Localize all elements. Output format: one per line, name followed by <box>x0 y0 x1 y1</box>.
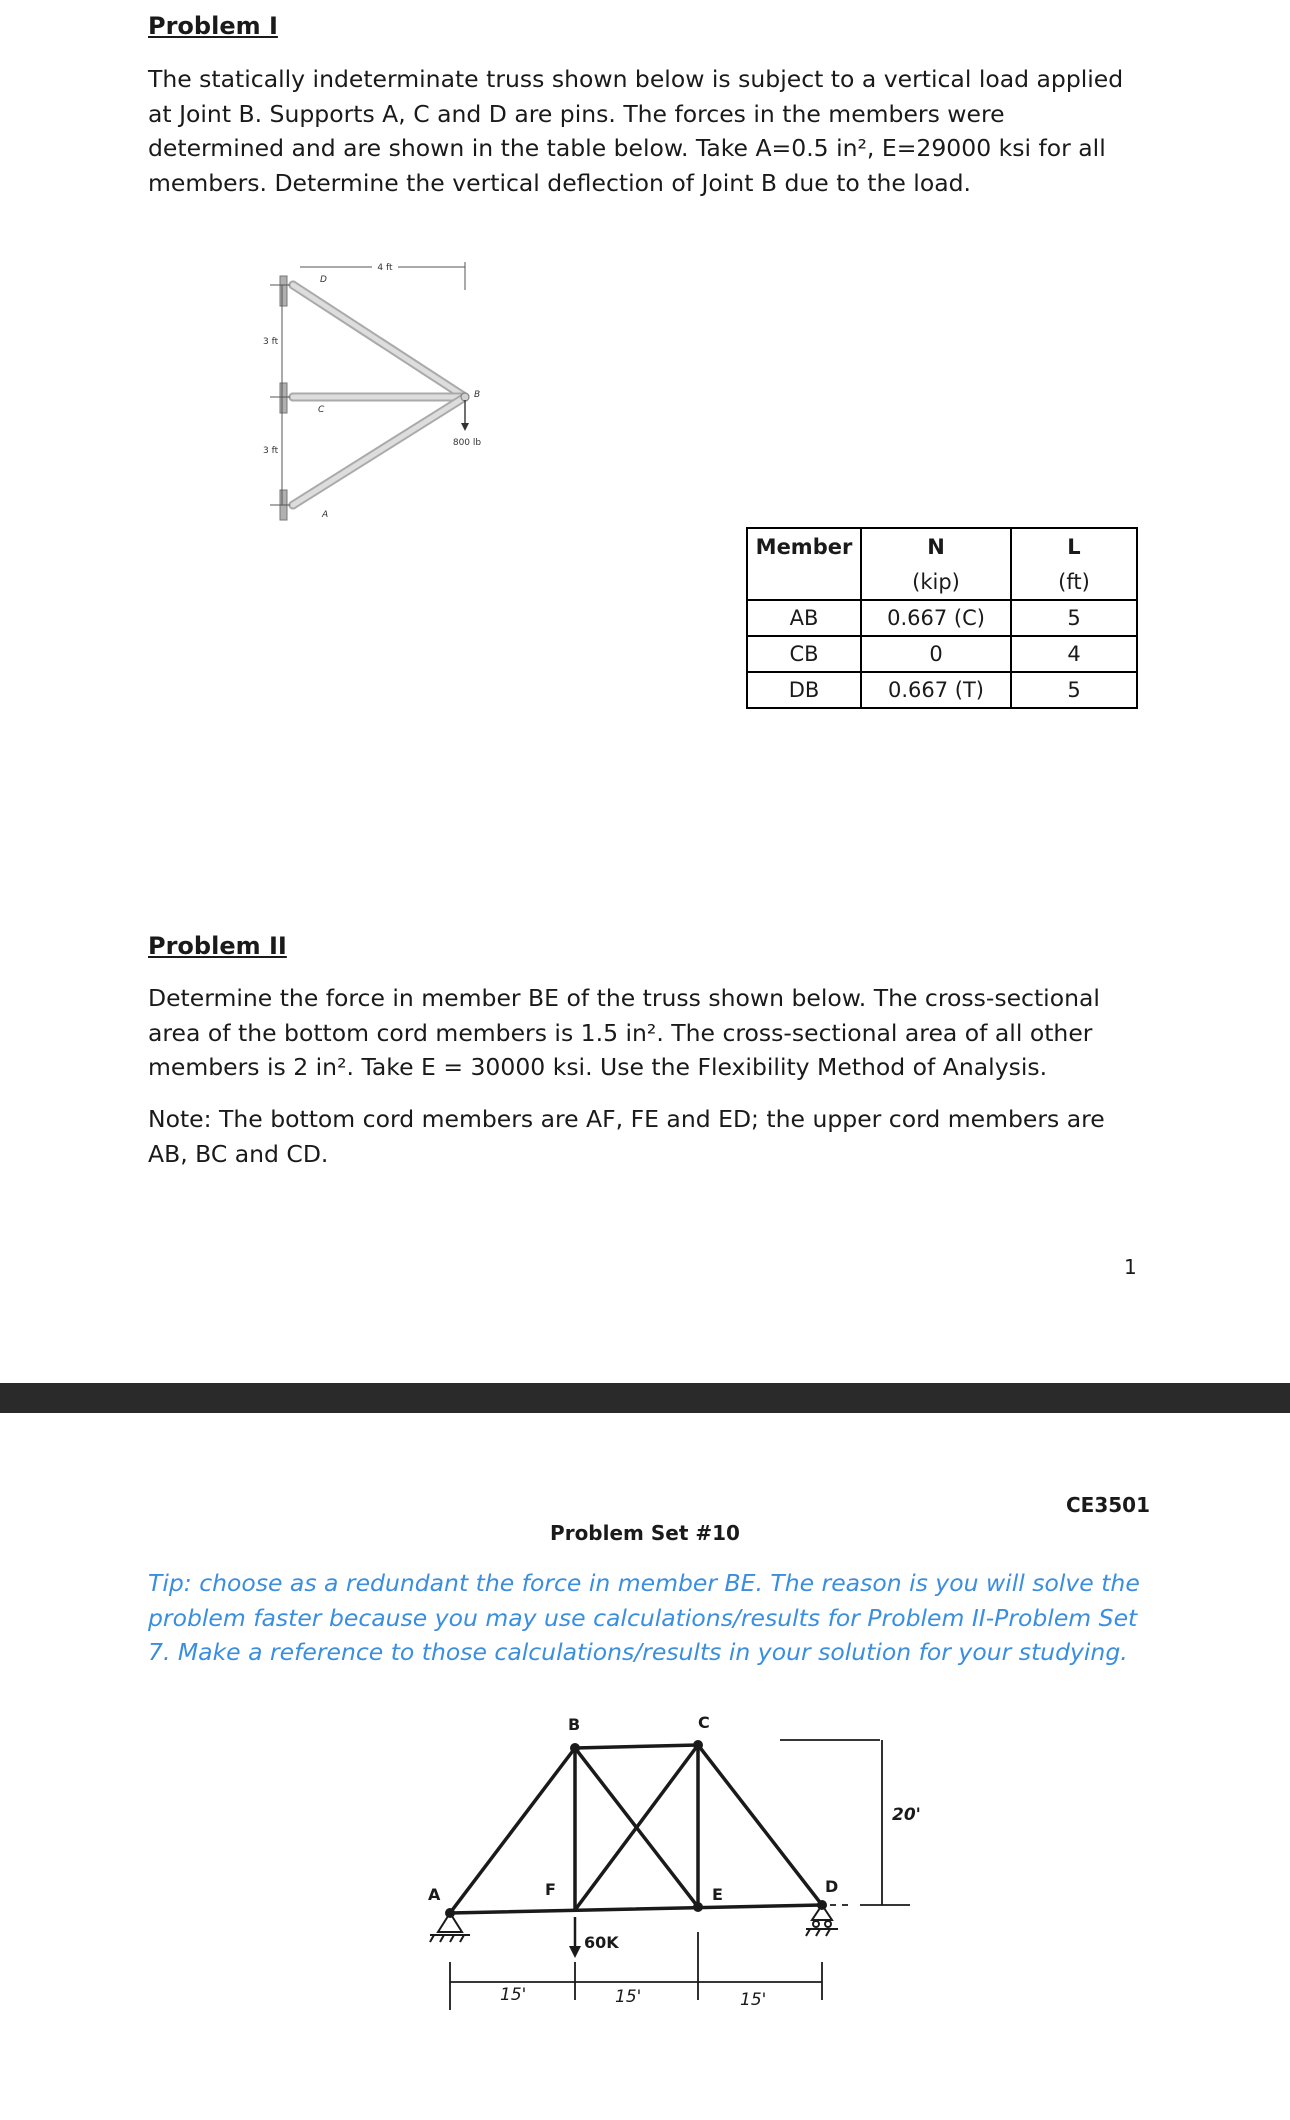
load-60k-label: 60K <box>584 1933 619 1952</box>
problem-2-note: Note: The bottom cord members are AF, FE and ED; the upper cord members are AB, BC and CD. <box>148 1105 1105 1168</box>
joint-c-label: C <box>698 1713 710 1732</box>
unit-n: (kip) <box>861 565 1011 600</box>
header-member: Member <box>747 528 861 565</box>
table-row <box>747 672 1137 708</box>
joint-b-label: B <box>568 1715 581 1734</box>
cell-member: CB <box>747 636 861 672</box>
dim-3ft-upper: 3 ft <box>263 337 279 347</box>
problem-set-title: Problem Set #10 <box>550 1521 740 1545</box>
cell-member: DB <box>747 672 861 708</box>
cell-n: 0 <box>861 636 1011 672</box>
problem-2-text: Determine the force in member BE of the truss shown below. The cross-sectional area of the bottom cord members is 1.5 in². The cross-sectional area of all other members is 2 in². Take E = 30000 ksi. Use the Flexibility Method of Analysis. <box>148 984 1100 1081</box>
dim-4ft: 4 ft <box>377 263 393 273</box>
problem-2-heading: Problem II <box>148 932 287 960</box>
cell-n: 0.667 (C) <box>861 600 1011 636</box>
unit-member <box>747 565 861 600</box>
span-2-label: 15' <box>615 1987 642 2007</box>
label-d: D <box>320 275 327 285</box>
cell-l: 4 <box>1011 636 1137 672</box>
member-cd <box>698 1745 822 1905</box>
tip-text: Tip: choose as a redundant the force in member BE. The reason is you will solve the problem faster because you may use calculations/results for Problem II-Problem Set 7. Make a reference to those calculations/results in your solution for your studying. <box>148 1569 1140 1666</box>
joint-e-label: E <box>712 1885 723 1904</box>
course-code: CE3501 <box>1066 1493 1151 1517</box>
cell-member: AB <box>747 600 861 636</box>
height-20-label: 20' <box>892 1805 921 1825</box>
joint-d-label: D <box>825 1877 839 1896</box>
cell-n: 0.667 (T) <box>861 672 1011 708</box>
page-separator <box>0 1383 1290 1413</box>
cell-l: 5 <box>1011 600 1137 636</box>
span-1-label: 15' <box>500 1985 527 2005</box>
header-n: N <box>861 528 1011 565</box>
problem-1-heading: Problem I <box>148 12 278 40</box>
member-ab <box>450 1748 575 1913</box>
problem-2-truss-figure <box>400 1700 960 2030</box>
dim-3ft-lower: 3 ft <box>263 446 279 456</box>
page-number: 1 <box>1124 1255 1137 1279</box>
load-800-label: 800 lb <box>452 438 482 448</box>
member-force-table <box>746 527 1138 709</box>
problem-1-text: The statically indeterminate truss shown below is subject to a vertical load applied at Joint B. Supports A, C and D are pins. The forces in the members were determined and are shown in the table below. Take A=0.5 in², E=29000 ksi for all members. Determine the vertical deflection of Joint B due to the load. <box>148 65 1124 197</box>
joint-a-label: A <box>428 1885 441 1904</box>
problem-1-truss-figure <box>260 250 500 530</box>
table-row <box>747 600 1137 636</box>
header-l: L <box>1011 528 1137 565</box>
label-a: A <box>322 510 329 520</box>
span-3-label: 15' <box>740 1990 767 2010</box>
table-row <box>747 636 1137 672</box>
member-bc <box>575 1745 698 1748</box>
label-b: B <box>474 390 481 400</box>
unit-l: (ft) <box>1011 565 1137 600</box>
member-bottom-chord <box>450 1905 822 1913</box>
joint-f-label: F <box>545 1880 556 1899</box>
label-c: C <box>318 405 325 415</box>
cell-l: 5 <box>1011 672 1137 708</box>
